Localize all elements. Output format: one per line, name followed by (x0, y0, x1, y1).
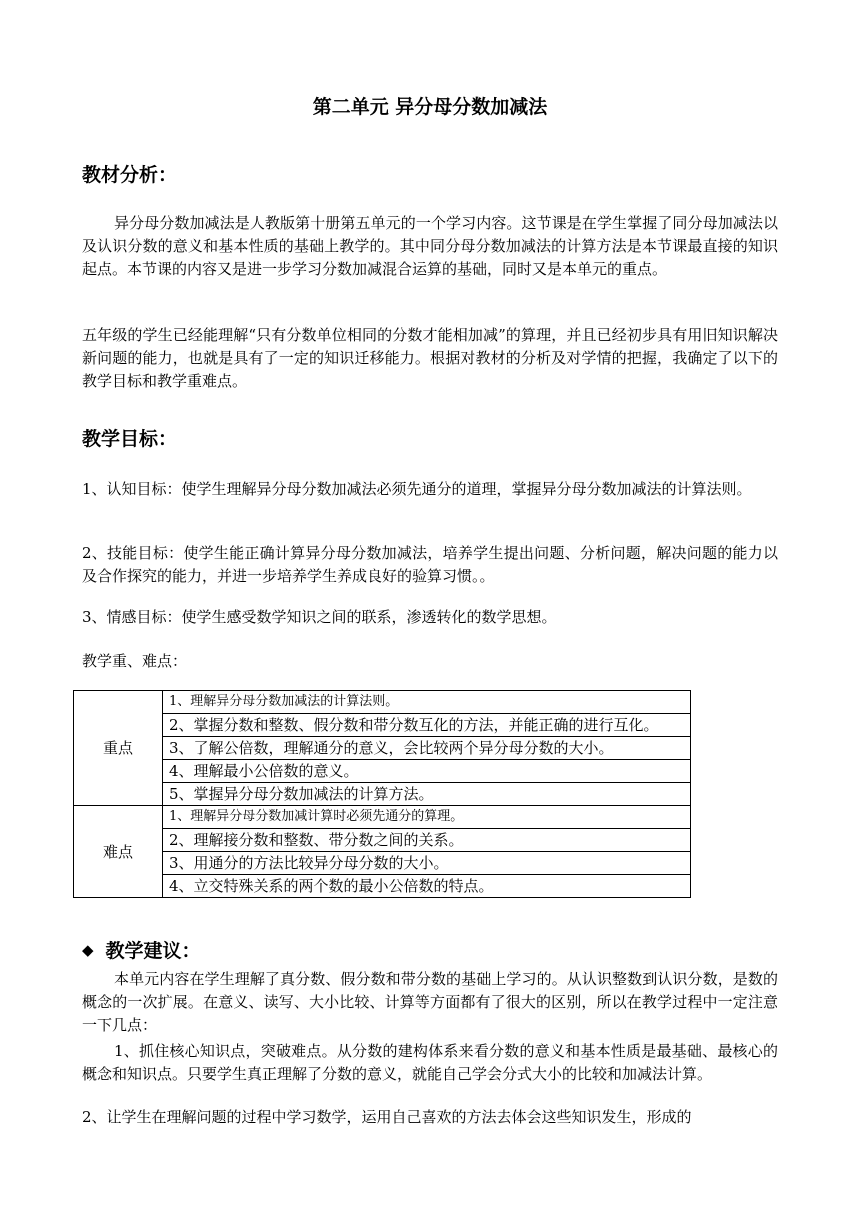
goal-item-1: 1、认知目标：使学生理解异分母分数加减法必须先通分的道理，掌握异分母分数加减法的计算法则。 (82, 480, 752, 498)
table-row (74, 691, 691, 714)
suggestions-heading: 教学建议： (105, 940, 201, 962)
analysis-paragraph-1: 异分母分数加减法是人教版第十册第五单元的一个学习内容。这节课是在学生掌握了同分母加减法以及认识分数的意义和基本性质的基础上教学的。其中同分母分数加减法的计算方法是本节课最直接的知识起点。本节课的内容又是进一步学习分数加减混合运算的基础，同时又是本单元的重点。 (82, 214, 778, 278)
key-item: 2、掌握分数和整数、假分数和带分数互化的方法，并能正确的进行互化。 (163, 714, 691, 737)
keypoints-label: 教学重、难点： (82, 652, 188, 670)
table-row (74, 875, 691, 898)
keypoints-table (73, 690, 691, 898)
table-row (74, 783, 691, 806)
key-category-cell: 重点 (74, 691, 163, 806)
document-title: 第二单元 异分母分数加减法 (312, 96, 548, 118)
goal-item-2: 2、技能目标：使学生能正确计算异分母分数加减法，培养学生提出问题、分析问题，解决问题的能力以及合作探究的能力，并进一步培养学生养成良好的验算习惯。。 (82, 544, 778, 585)
diamond-bullet-icon: ◆ (82, 941, 94, 959)
difficult-item: 3、用通分的方法比较异分母分数的大小。 (163, 852, 691, 875)
table-row (74, 760, 691, 783)
suggestions-paragraph-3: 2、让学生在理解问题的过程中学习数学，运用自己喜欢的方法去体会这些知识发生，形成的 (82, 1108, 692, 1126)
suggestions-heading-row (82, 936, 201, 963)
table-row (74, 714, 691, 737)
goals-heading: 教学目标： (82, 428, 178, 450)
key-item: 1、理解异分母分数加减法的计算法则。 (163, 691, 691, 714)
difficult-item: 2、理解接分数和整数、带分数之间的关系。 (163, 829, 691, 852)
table-row (74, 852, 691, 875)
table-row (74, 806, 691, 829)
table-row (74, 829, 691, 852)
suggestions-paragraph-1: 本单元内容在学生理解了真分数、假分数和带分数的基础上学习的。从认识整数到认识分数，是数的概念的一次扩展。在意义、读写、大小比较、计算等方面都有了很大的区别，所以在教学过程中一定注意一下几点： (82, 970, 778, 1034)
key-item: 5、掌握异分母分数加减法的计算方法。 (163, 783, 691, 806)
key-item: 4、理解最小公倍数的意义。 (163, 760, 691, 783)
table-row (74, 737, 691, 760)
goal-item-3: 3、情感目标：使学生感受数学知识之间的联系，渗透转化的数学思想。 (82, 608, 557, 626)
suggestions-paragraph-2: 1、抓住核心知识点，突破难点。从分数的建构体系来看分数的意义和基本性质是最基础、最核心的概念和知识点。只要学生真正理解了分数的意义，就能自己学会分式大小的比较和加减法计算。 (82, 1042, 778, 1083)
key-item: 3、了解公倍数，理解通分的意义，会比较两个异分母分数的大小。 (163, 737, 691, 760)
analysis-paragraph-2: 五年级的学生已经能理解“只有分数单位相同的分数才能相加减”的算理，并且已经初步具有用旧知识解决新问题的能力，也就是具有了一定的知识迁移能力。根据对教材的分析及对学情的把握，我确定了以下的教学目标和教学重难点。 (82, 326, 778, 390)
difficult-item: 1、理解异分母分数加减计算时必须先通分的算理。 (163, 806, 691, 829)
difficult-item: 4、立交特殊关系的两个数的最小公倍数的特点。 (163, 875, 691, 898)
analysis-heading: 教材分析： (82, 164, 178, 186)
difficult-category-cell: 难点 (74, 806, 163, 898)
